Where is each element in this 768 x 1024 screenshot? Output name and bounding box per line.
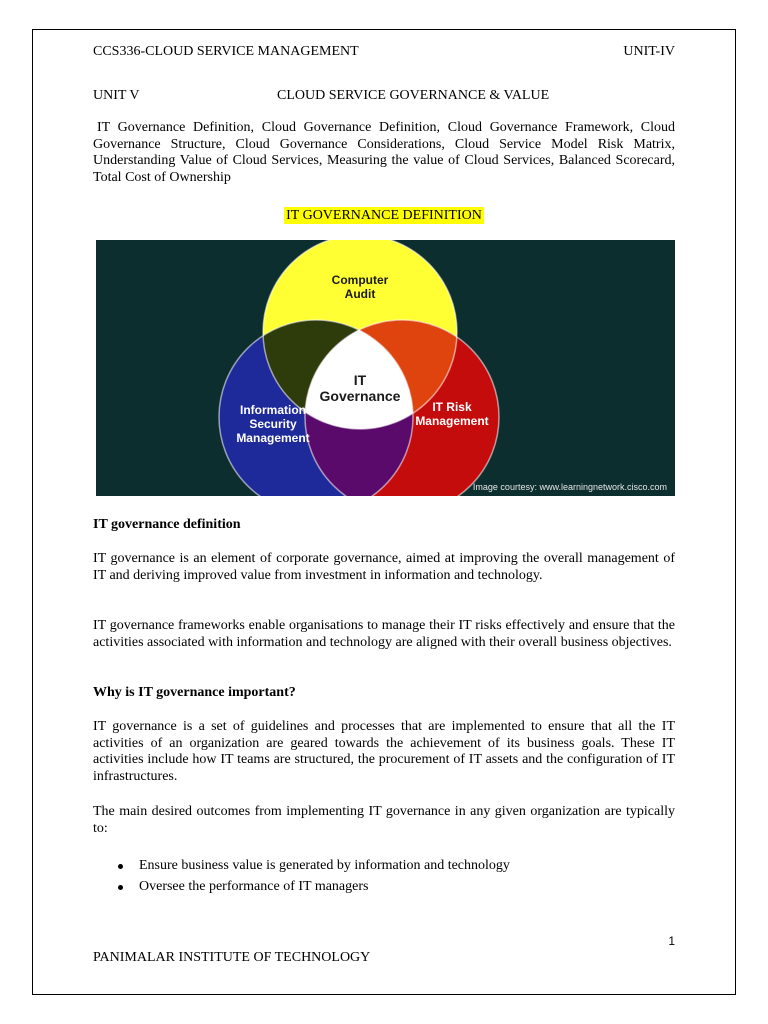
list-item-text: Oversee the performance of IT managers xyxy=(139,879,369,894)
unit-number: UNIT V xyxy=(93,88,140,103)
list-item-text: Ensure business value is generated by information and technology xyxy=(139,858,510,873)
why-paragraph-1: IT governance is a set of guidelines and processes that are implemented to ensure that all the IT activities of an organization are geared towards the achievement of its business goals. These IT activities include how IT teams are structured, the procurement of IT assets and the configuration of IT infrastructures. xyxy=(93,719,675,784)
heading-definition: IT governance definition xyxy=(93,517,241,532)
label-it-risk-2: Management xyxy=(415,414,489,428)
heading-why-important: Why is IT governance important? xyxy=(93,685,296,700)
unit-title: CLOUD SERVICE GOVERNANCE & VALUE xyxy=(277,88,550,103)
definition-paragraph-2: IT governance frameworks enable organisations to manage their IT risks effectively and ensure that the activities associated with information and technology are aligned with their overall business objectives. xyxy=(93,618,675,650)
bullet-icon xyxy=(118,885,123,890)
venn-diagram xyxy=(96,240,675,496)
header-course: CCS336-CLOUD SERVICE MANAGEMENT xyxy=(93,44,359,59)
venn-diagram-figure xyxy=(96,240,675,496)
list-item xyxy=(93,858,675,879)
label-info-security-1: Information xyxy=(240,403,306,417)
label-it-risk-1: IT Risk xyxy=(432,400,472,414)
outcomes-list xyxy=(93,858,675,900)
label-computer-audit-1: Computer xyxy=(331,273,389,287)
why-paragraph-2: The main desired outcomes from implementing IT governance in any given organization are typically to: xyxy=(93,804,675,836)
label-center-1: IT xyxy=(353,372,367,388)
page-number: 1 xyxy=(668,934,675,948)
label-info-security-3: Management xyxy=(236,431,310,445)
label-computer-audit-2: Audit xyxy=(344,287,376,301)
list-item xyxy=(93,879,675,900)
bullet-icon xyxy=(118,864,123,869)
image-courtesy: Image courtesy: www.learningnetwork.cisco.com xyxy=(472,482,667,492)
intro-paragraph: IT Governance Definition, Cloud Governance Definition, Cloud Governance Framework, Cloud Governance Structure, Cloud Governance Considerations, Cloud Service Model Risk Matrix, Understanding Value of Cloud Services, Measuring the value of Cloud Services, Balanced Scorecard, Total Cost of Ownership xyxy=(93,120,675,185)
section-title-highlight: IT GOVERNANCE DEFINITION xyxy=(286,208,482,223)
section-title xyxy=(0,208,768,225)
label-center-2: Governance xyxy=(319,388,401,404)
label-info-security-2: Security xyxy=(249,417,297,431)
header-unit-label: UNIT-IV xyxy=(623,44,675,59)
footer-institute: PANIMALAR INSTITUTE OF TECHNOLOGY xyxy=(93,950,371,965)
definition-paragraph-1: IT governance is an element of corporate governance, aimed at improving the overall management of IT and deriving improved value from investment in information and technology. xyxy=(93,551,675,583)
